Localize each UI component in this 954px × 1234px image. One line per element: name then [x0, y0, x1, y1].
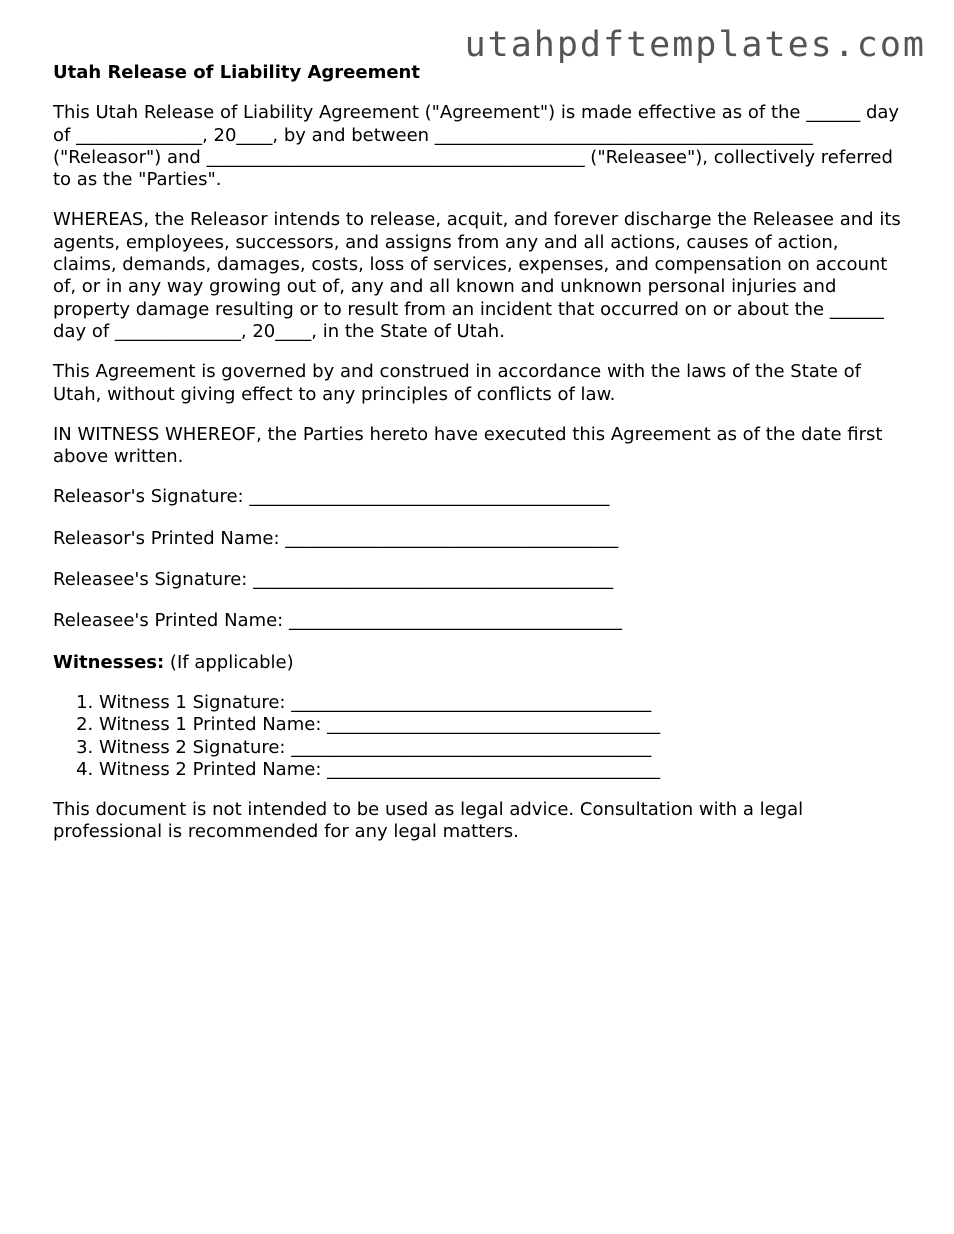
intro-paragraph: This Utah Release of Liability Agreement ("Agreement") is made effective as of the ______ day of ______________, 20____, by and between __________________________________________ ("Releasor") and __________________________________________ ("Releasee"), collectively referred to as the "Parties". [53, 102, 900, 191]
document-page [53, 62, 903, 862]
disclaimer-paragraph: This document is not intended to be used as legal advice. Consultation with a legal professional is recommended for any legal matters. [53, 799, 804, 843]
witnesses-note: (If applicable) [164, 651, 294, 673]
watermark: utahpdftemplates.com [464, 25, 926, 65]
governing-law-paragraph: This Agreement is governed by and construed in accordance with the laws of the State of Utah, without giving effect to any principles of conflicts of law. [53, 361, 862, 405]
whereas-paragraph: WHEREAS, the Releasor intends to release, acquit, and forever discharge the Releasee and its agents, employees, successors, and assigns from any and all actions, causes of action, claims, demands, damages, costs, loss of services, expenses, and compensation on account of, or in any way growing out of, any and all known and unknown personal injuries and property damage resulting or to result from an incident that occurred on or about the ______ day of ______________, 20____, in the State of Utah. [53, 209, 901, 342]
document-title: Utah Release of Liability Agreement [53, 62, 420, 83]
witness-list [53, 692, 903, 781]
witness-1-printed-name-line[interactable]: 2. Witness 1 Printed Name: _____________________________________ [99, 714, 903, 736]
releasee-signature-line[interactable]: Releasee's Signature: ________________________________________ [53, 569, 614, 591]
releasee-printed-name-line[interactable]: Releasee's Printed Name: _____________________________________ [53, 610, 622, 632]
witnesses-label: Witnesses: [53, 651, 165, 673]
witness-1-signature-line[interactable]: 1. Witness 1 Signature: ________________________________________ [99, 692, 903, 714]
witness-2-signature-line[interactable]: 3. Witness 2 Signature: ________________________________________ [99, 737, 903, 759]
in-witness-paragraph: IN WITNESS WHEREOF, the Parties hereto have executed this Agreement as of the date first above written. [53, 423, 883, 468]
releasor-printed-name-line[interactable]: Releasor's Printed Name: _____________________________________ [53, 527, 619, 549]
witnesses-heading [53, 652, 903, 674]
releasor-signature-line[interactable]: Releasor's Signature: ________________________________________ [53, 486, 610, 508]
witness-2-printed-name-line[interactable]: 4. Witness 2 Printed Name: _____________________________________ [99, 759, 903, 781]
